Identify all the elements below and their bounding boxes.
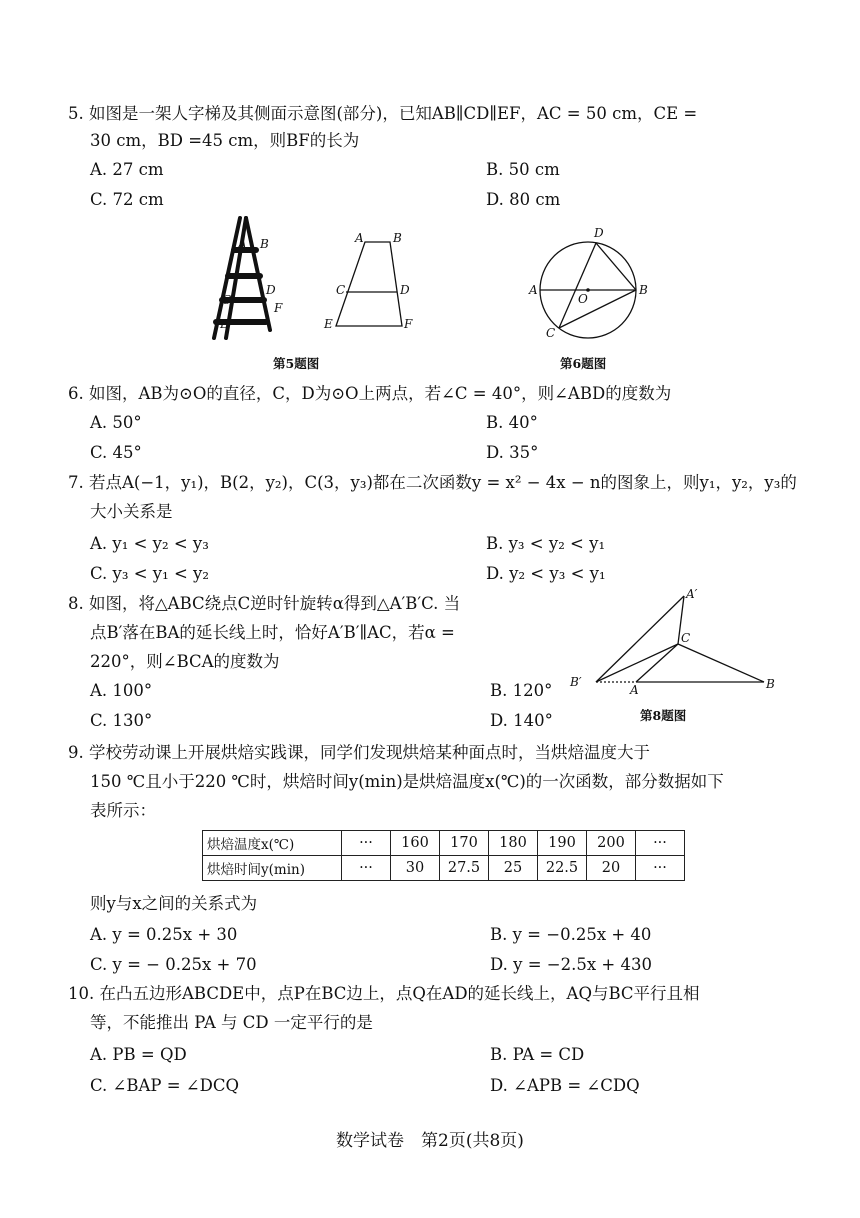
table-row-time <box>203 856 685 881</box>
q5-trap-label-d: D <box>400 283 410 297</box>
table-cell: 22.5 <box>538 856 587 881</box>
q6-option-b: B. 40° <box>486 413 538 432</box>
q9-stem-line1: 9. 学校劳动课上开展烘焙实践课，同学们发现烘焙某种面点时，当烘焙温度大于 <box>68 743 650 762</box>
q10-option-c: C. ∠BAP = ∠DCQ <box>90 1076 240 1095</box>
q6-option-d: D. 35° <box>486 443 539 462</box>
q5-trap-label-e: E <box>324 317 333 331</box>
q9-stem-line2: 150 ℃且小于220 ℃时，烘焙时间y(min)是烘焙温度x(℃)的一次函数，部分数据如下 <box>90 772 724 791</box>
q7-option-b: B. y₃ < y₂ < y₁ <box>486 534 606 553</box>
q8-option-b: B. 120° <box>490 681 553 700</box>
q5-ladder-label-d: D <box>266 283 276 297</box>
table-cell-ellipsis: ··· <box>342 856 391 881</box>
q9-option-a: A. y = 0.25x + 30 <box>90 925 238 944</box>
q10-stem-line1: 10. 在凸五边形ABCDE中，点P在BC边上，点Q在AD的延长线上，AQ与BC平行且相 <box>68 984 700 1003</box>
q9-option-d: D. y = −2.5x + 430 <box>490 955 652 974</box>
q6-stem-line1: 6. 如图，AB为⊙O的直径，C，D为⊙O上两点，若∠C = 40°，则∠ABD的度数为 <box>68 384 672 403</box>
page-footer: 数学试卷 第2页(共8页) <box>336 1131 524 1151</box>
q7-stem-line1: 7. 若点A(−1，y₁)，B(2，y₂)，C(3，y₃)都在二次函数y = x² − 4x − n的图象上，则y₁，y₂，y₃的 <box>68 473 797 492</box>
q9-option-b: B. y = −0.25x + 40 <box>490 925 652 944</box>
q9-data-table <box>202 830 685 881</box>
table-cell-ellipsis: ··· <box>342 831 391 856</box>
q8-stem-line3: 220°，则∠BCA的度数为 <box>90 652 280 671</box>
q8-rotation-figure <box>566 586 786 698</box>
q5-trap-label-f: F <box>404 317 413 331</box>
q10-option-b: B. PA = CD <box>490 1045 585 1064</box>
table-cell: 27.5 <box>440 856 489 881</box>
table-cell-ellipsis: ··· <box>636 856 685 881</box>
q8-label-a-prime: A′ <box>686 587 698 601</box>
q7-option-a: A. y₁ < y₂ < y₃ <box>90 534 209 553</box>
table-cell: 190 <box>538 831 587 856</box>
q5-option-b: B. 50 cm <box>486 160 560 179</box>
q5-option-c: C. 72 cm <box>90 190 164 209</box>
q5-stem-line2: 30 cm，BD =45 cm，则BF的长为 <box>90 131 360 150</box>
q6-option-a: A. 50° <box>90 413 142 432</box>
q6-label-d: D <box>594 226 604 240</box>
q8-stem-line1: 8. 如图，将△ABC绕点C逆时针旋转α得到△A′B′C. 当 <box>68 594 461 613</box>
q5-stem-line1: 5. 如图是一架人字梯及其侧面示意图(部分)，已知AB∥CD∥EF，AC = 50 cm，CE = <box>68 104 698 123</box>
q5-ladder-figure <box>200 214 290 344</box>
q6-label-b: B <box>639 283 648 297</box>
q5-trap-label-a: A <box>355 231 364 245</box>
q8-option-d: D. 140° <box>490 711 553 730</box>
q10-stem-line2: 等，不能推出 PA 与 CD 一定平行的是 <box>90 1013 373 1032</box>
q8-label-b-prime: B′ <box>570 675 582 689</box>
q8-label-b: B <box>766 677 775 691</box>
q5-ladder-label-f: F <box>274 301 283 315</box>
q8-figure-caption: 第8题图 <box>640 708 687 723</box>
q8-label-c: C <box>681 631 691 645</box>
table-cell: 170 <box>440 831 489 856</box>
q7-option-c: C. y₃ < y₁ < y₂ <box>90 564 209 583</box>
table-cell-ellipsis: ··· <box>636 831 685 856</box>
q8-option-a: A. 100° <box>90 681 153 700</box>
q7-option-d: D. y₂ < y₃ < y₁ <box>486 564 606 583</box>
q6-circle-figure <box>526 224 656 344</box>
q5-ladder-label-e: E <box>220 317 229 331</box>
q5-figure-caption: 第5题图 <box>273 356 320 371</box>
q10-option-a: A. PB = QD <box>90 1045 187 1064</box>
q5-ladder-label-b: B <box>260 237 269 251</box>
q5-ladder-label-c: C <box>222 293 232 307</box>
q5-option-d: D. 80 cm <box>486 190 561 209</box>
table-cell: 30 <box>391 856 440 881</box>
table-row-temperature <box>203 831 685 856</box>
q5-trap-label-b: B <box>393 231 402 245</box>
q5-trap-label-c: C <box>336 283 346 297</box>
q5-trapezoid-figure <box>318 224 428 334</box>
table-header-temperature: 烘焙温度x(℃) <box>203 831 342 856</box>
q7-stem-line2: 大小关系是 <box>90 502 173 521</box>
q9-option-c: C. y = − 0.25x + 70 <box>90 955 257 974</box>
q6-option-c: C. 45° <box>90 443 142 462</box>
q8-label-a: A <box>630 683 639 697</box>
q5-option-a: A. 27 cm <box>90 160 164 179</box>
table-cell: 200 <box>587 831 636 856</box>
table-cell: 20 <box>587 856 636 881</box>
table-header-time: 烘焙时间y(min) <box>203 856 342 881</box>
q9-stem-line4: 则y与x之间的关系式为 <box>90 894 258 913</box>
q10-option-d: D. ∠APB = ∠CDQ <box>490 1076 640 1095</box>
table-cell: 25 <box>489 856 538 881</box>
q6-label-a: A <box>529 283 538 297</box>
q8-stem-line2: 点B′落在BA的延长线上时，恰好A′B′∥AC，若α = <box>90 623 455 642</box>
q6-label-c: C <box>546 326 556 340</box>
q5-ladder-label-a: A <box>238 237 247 251</box>
q6-label-o: O <box>578 292 588 306</box>
table-cell: 160 <box>391 831 440 856</box>
table-cell: 180 <box>489 831 538 856</box>
q6-figure-caption: 第6题图 <box>560 356 607 371</box>
q8-option-c: C. 130° <box>90 711 153 730</box>
q9-stem-line3: 表所示： <box>90 801 156 820</box>
